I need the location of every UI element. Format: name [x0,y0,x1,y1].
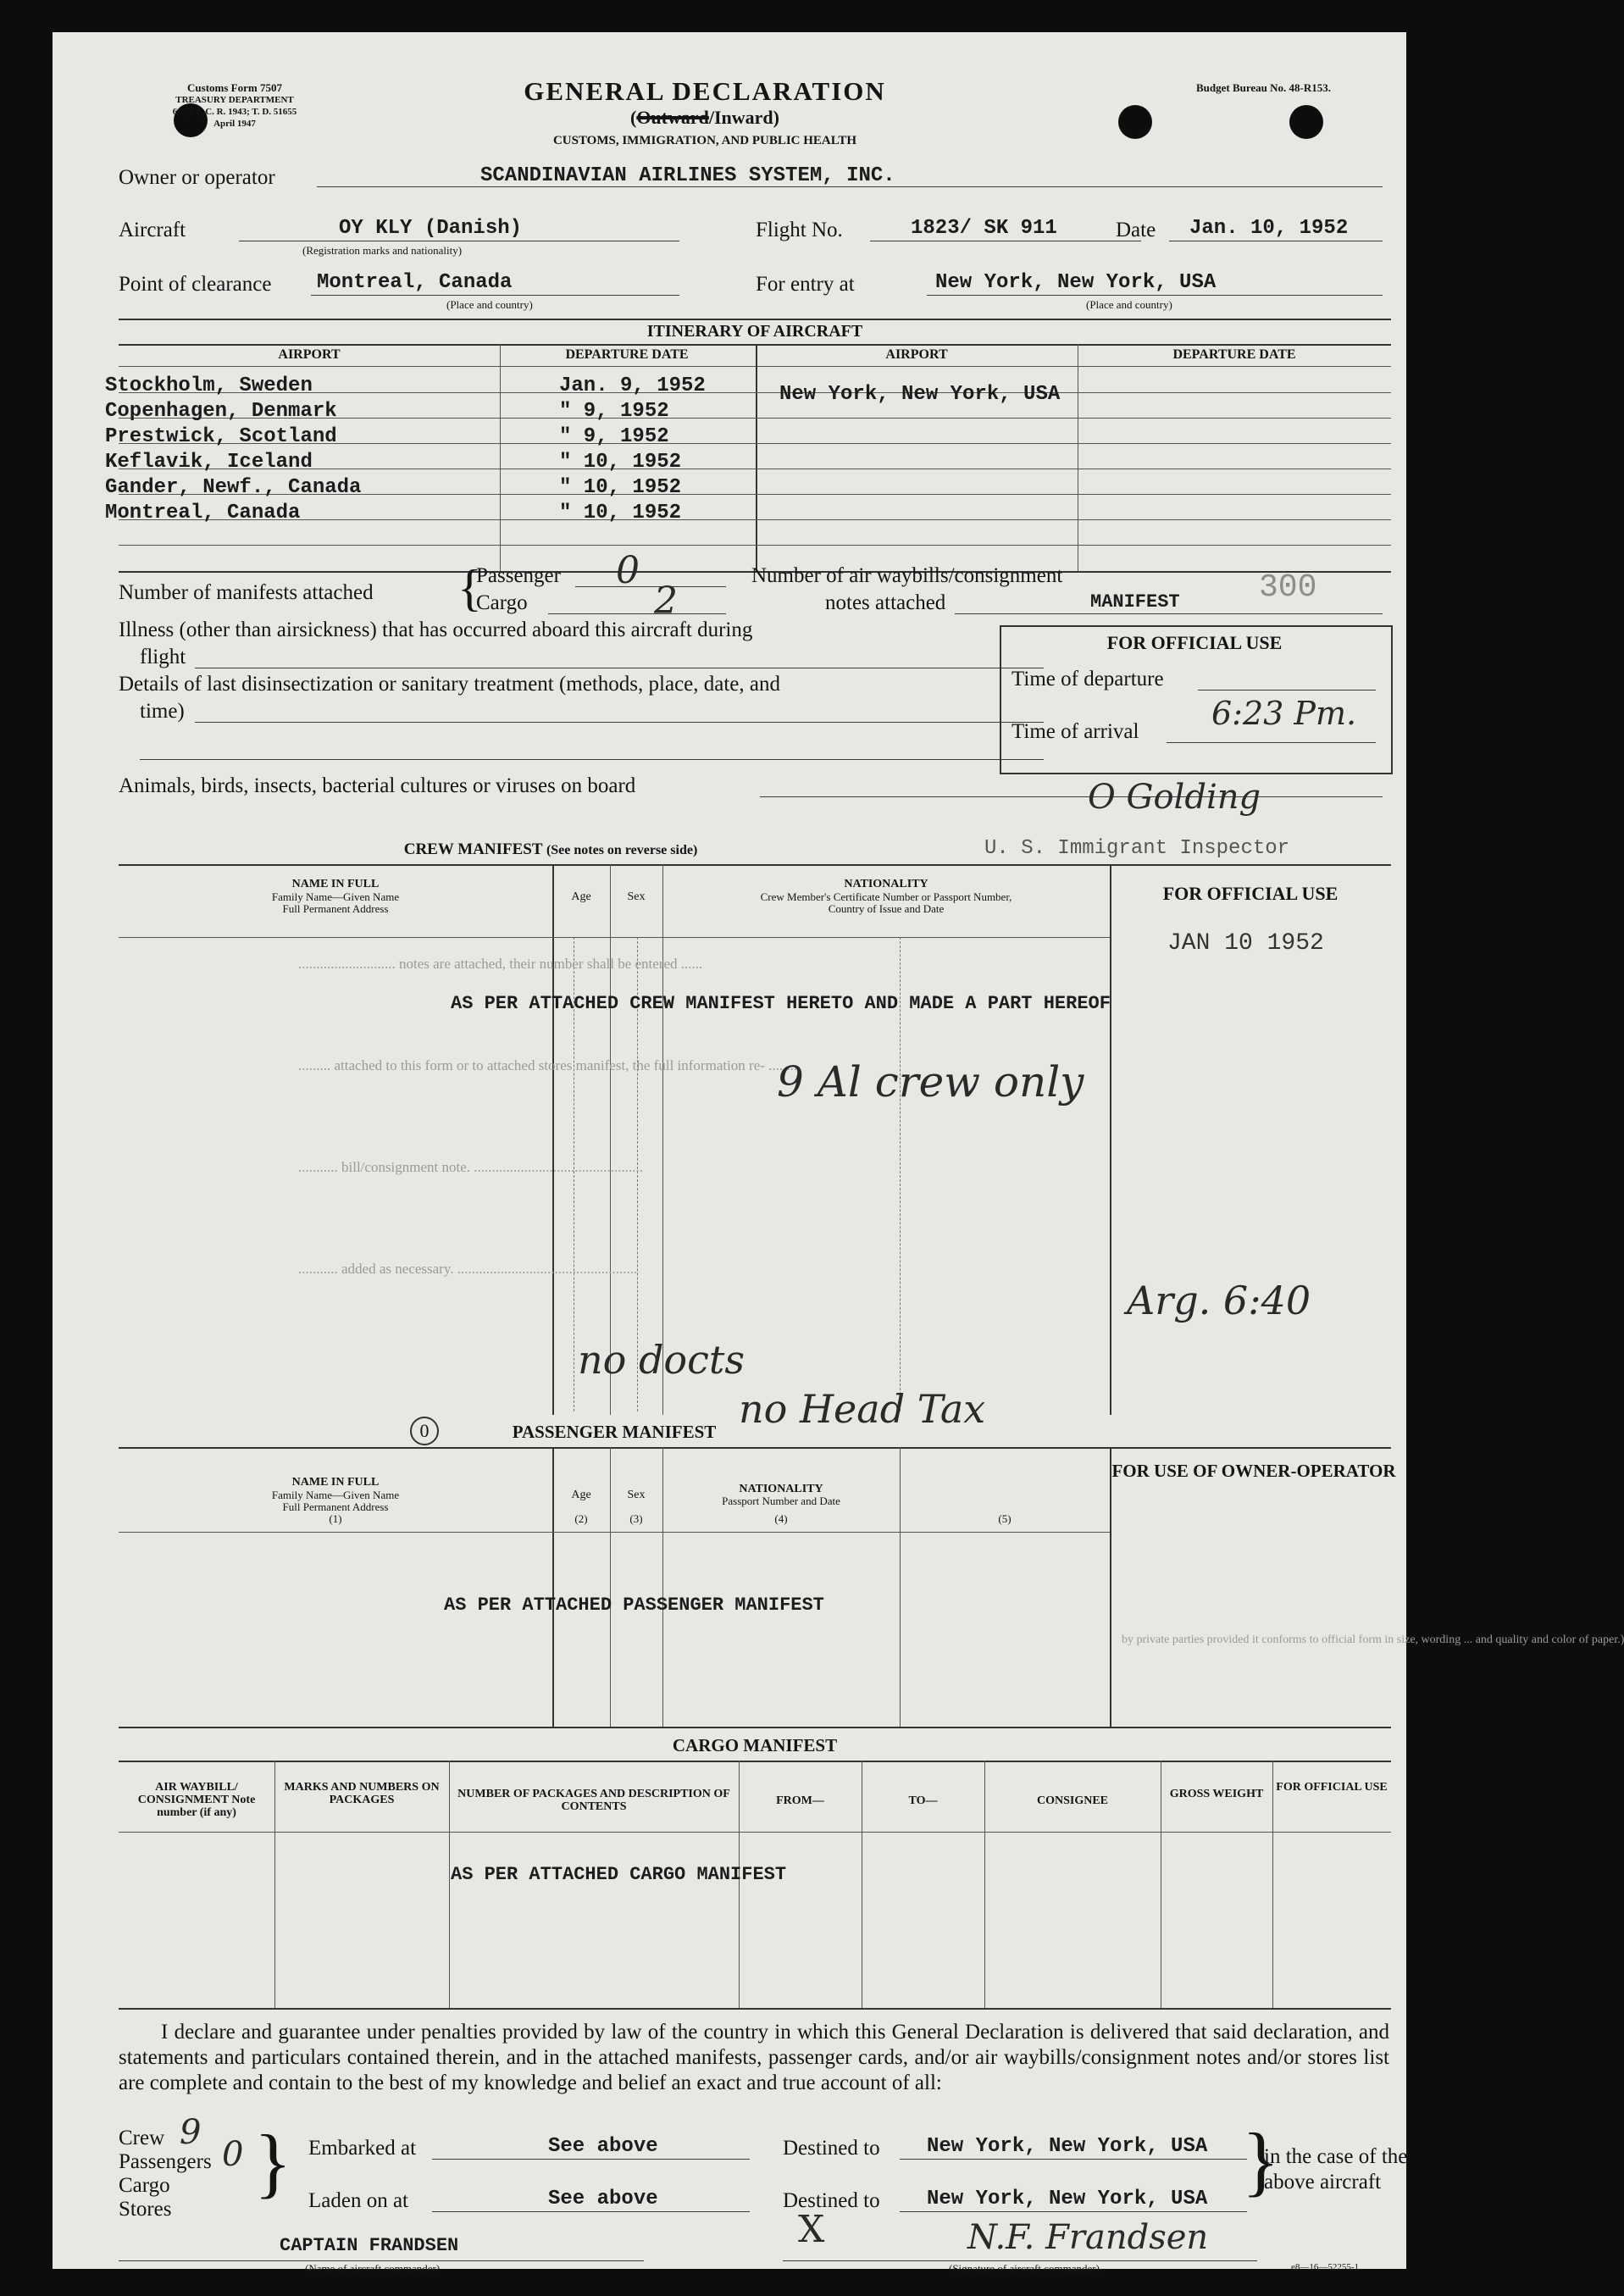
itin-date-1[interactable]: Jan. 9, 1952 [559,374,706,397]
passenger-count-line [575,586,726,587]
pass-col-5-num: (5) [998,1512,1012,1525]
illness-label: Illness (other than airsickness) that has occurred aboard this aircraft during [119,618,753,641]
owner-value[interactable]: SCANDINAVIAN AIRLINES SYSTEM, INC. [480,164,895,187]
itin-airport-header-2: AIRPORT [885,347,948,362]
case-label-1: in the case of the [1264,2145,1408,2168]
commander-name-line [119,2260,644,2261]
cargo-col-official: FOR OFFICIAL USE [1276,1781,1388,1794]
flight-label: Flight No. [756,219,843,241]
commander-signature[interactable]: N.F. Frandsen [967,2218,1209,2257]
rule [119,1761,1391,1762]
rule [119,1832,1391,1833]
rule [552,864,554,1415]
cargo-count-label-decl: Cargo [119,2174,170,2197]
crew-typed-line[interactable]: AS PER ATTACHED CREW MANIFEST HERETO AND MADE A PART HEREOF [451,993,1111,1014]
destined-label-2: Destined to [783,2189,880,2212]
date-stamp: JAN 10 1952 [1167,930,1324,957]
arrival-time-label: Time of arrival [1012,720,1139,743]
pass-col-age-num: (2) [574,1512,588,1525]
punch-hole [1289,105,1323,139]
destined-value-1[interactable]: New York, New York, USA [927,2135,1208,2158]
inspector-signature: O Golding [1088,778,1261,817]
show-through-text: ........................... notes are attached, their number shall be entered ...... [298,956,703,972]
itin-right-airport-1[interactable]: New York, New York, USA [779,383,1061,406]
show-through-text: by private parties provided it conforms to official form in size, wording ... and quality and color of paper.) [1122,1633,1624,1646]
signature-caption: (Signature of aircraft commander) [949,2262,1100,2275]
stamp-number: 300 [1259,569,1317,606]
aircraft-caption: (Registration marks and nationality) [302,244,463,257]
cargo-col-marks: MARKS AND NUMBERS ON PACKAGES [284,1781,440,1806]
show-through-text: ........... added as necessary. .................................................. [298,1261,638,1277]
entry-caption: (Place and country) [1086,298,1172,311]
date-value[interactable]: Jan. 10, 1952 [1189,217,1349,240]
clearance-value[interactable]: Montreal, Canada [317,271,513,294]
crew-col-age: Age [571,890,591,903]
cargo-col-waybill: AIR WAYBILL/ CONSIGNMENT Note number (if any) [137,1781,256,1819]
cargo-col-from: FROM— [776,1794,824,1807]
crew-col-official: FOR OFFICIAL USE [1162,883,1339,904]
departure-time-label: Time of departure [1012,668,1164,690]
clearance-caption: (Place and country) [446,298,533,311]
commander-name-caption: (Name of aircraft commander) [305,2262,441,2275]
crew-col-nat-2: Crew Member's Certificate Number or Passport Number, [760,890,1012,903]
inspector-stamp: U. S. Immigrant Inspector [984,837,1290,860]
entry-value[interactable]: New York, New York, USA [935,271,1217,294]
itin-departure-header: DEPARTURE DATE [565,347,689,362]
aircraft-label: Aircraft [119,219,186,241]
commander-name[interactable]: CAPTAIN FRANDSEN [280,2235,459,2256]
clearance-label: Point of clearance [119,273,272,296]
budget-number: Budget Bureau No. 48-R153. [1196,81,1332,94]
waybills-label-1: Number of air waybills/consignment [751,564,1063,587]
rule [119,1532,1110,1533]
pass-col-sex-num: (3) [629,1512,643,1525]
aircraft-value[interactable]: OY KLY (Danish) [339,217,523,240]
rule [119,319,1391,320]
illness-label-2: flight [140,646,186,668]
crew-hand-note-2: Arg. 6:40 [1127,1278,1311,1323]
rule [756,344,757,571]
cargo-col-packages: NUMBER OF PACKAGES AND DESCRIPTION OF CONTENTS [457,1788,730,1813]
disinsect-label-2: time) [140,700,185,723]
cargo-col-consignee: CONSIGNEE [1036,1794,1109,1807]
crew-hand-note: 9 Al crew only [777,1057,1084,1106]
crew-hand-note-3: no docts [578,1337,745,1383]
itinerary-title: ITINERARY OF AIRCRAFT [646,322,863,341]
destined-label-1: Destined to [783,2137,880,2160]
laden-line [432,2211,750,2212]
embarked-label: Embarked at [308,2137,417,2160]
disinsect-label: Details of last disinsectization or sanitary treatment (methods, place, date, and [119,673,780,696]
signature-line [783,2260,1257,2261]
itin-date-6[interactable]: " 10, 1952 [559,502,682,524]
waybills-label-2: notes attached [825,591,946,614]
rule [900,1447,901,1727]
stores-count-label: Stores [119,2198,172,2221]
crew-title-note: (See notes on reverse side) [546,843,698,857]
pass-col-name-num: (1) [329,1512,342,1525]
show-through-text: ........... bill/consignment note. ............................................... [298,1159,644,1175]
arrival-time-value[interactable]: 6:23 Pm. [1211,695,1357,732]
pass-col-name: NAME IN FULL [291,1476,380,1489]
official-use-title: FOR OFFICIAL USE [1106,632,1283,653]
arrival-time-line [1167,742,1376,743]
pass-col-nat-num: (4) [774,1512,788,1525]
cargo-count-line [548,613,726,614]
rule [1272,1761,1273,2008]
date-label: Date [1116,219,1156,241]
cargo-count-value[interactable]: 2 [654,580,678,623]
rule [119,937,1110,938]
manifests-label: Number of manifests attached [119,581,374,604]
embarked-value[interactable]: See above [548,2135,658,2158]
crew-col-nat: NATIONALITY [844,878,928,890]
itin-date-2[interactable]: " 9, 1952 [559,400,669,423]
agencies-line: CUSTOMS, IMMIGRATION, AND PUBLIC HEALTH [552,134,857,147]
rule [119,366,1391,367]
owner-label: Owner or operator [119,166,275,189]
pass-col-nat: NATIONALITY [739,1483,823,1495]
passengers-count-label: Passengers [119,2150,212,2173]
case-label-2: above aircraft [1264,2171,1382,2193]
crew-col-nat-3: Country of Issue and Date [828,902,945,915]
rule [119,864,1391,866]
destined-line-2 [900,2211,1247,2212]
crew-hand-note-4: no Head Tax [739,1386,986,1432]
inward-label: /Inward) [708,107,779,128]
animals-line [760,796,1383,797]
rule [500,344,501,571]
pass-col-owner: FOR USE OF OWNER-OPERATOR [1111,1461,1396,1481]
form-subtitle: (Outward/Inward) [629,107,779,128]
flight-value[interactable]: 1823/ SK 911 [911,217,1057,240]
pass-col-name-3: Full Permanent Address [282,1500,389,1513]
itin-date-4[interactable]: " 10, 1952 [559,451,682,474]
passenger-count-value[interactable]: 0 [616,549,640,592]
passengers-count-value[interactable]: 0 [222,2135,244,2174]
form-id: Customs Form 7507 [187,81,282,94]
rule [119,1727,1391,1728]
rule [119,1447,1391,1449]
treasury-dept-sub: 6.7, 6.8, C. R. 1943; T. D. 51655 [172,107,297,117]
crew-col-name: NAME IN FULL [291,878,380,890]
rule [610,864,611,1415]
signature-mark: X [798,2208,825,2251]
pass-col-sex: Sex [627,1489,646,1501]
itin-airport-3[interactable]: Prestwick, Scotland [105,425,337,448]
declaration-text: I declare and guarantee under penalties provided by law of the country in which this General Declaration is delivered that said declaration, and statements and particulars contained therein, and in the attached manifests, passenger cards, and/or air waybills/consignment notes and/or stores list are complete and contain to the best of my knowledge and belief an exact and true account of all: [119,2021,1389,2094]
brace: { [457,560,482,616]
pass-col-nat-2: Passport Number and Date [722,1495,840,1507]
passenger-count-label: Passenger [476,564,561,587]
laden-value[interactable]: See above [548,2188,658,2210]
print-code: e8—16—52255-1 [1291,2262,1360,2272]
treasury-dept: TREASURY DEPARTMENT [175,95,294,105]
brace: } [1242,2117,1280,2204]
rule [119,519,1391,520]
crew-count-value[interactable]: 9 [180,2113,202,2152]
show-through-text: ......... attached to this form or to attached stores manifest, the full information re- ........ [298,1057,798,1073]
declaration-form [53,32,1624,2275]
laden-label: Laden on at [308,2189,409,2212]
pass-col-name-2: Family Name—Given Name [271,1489,400,1501]
destined-value-2[interactable]: New York, New York, USA [927,2188,1208,2210]
punch-hole [1118,105,1152,139]
clearance-line [311,295,679,296]
rule [662,864,663,1415]
cargo-count-label: Cargo [476,591,528,614]
crew-col-name-2: Family Name—Given Name [271,890,400,903]
rule [1110,864,1111,1415]
cargo-col-weight: GROSS WEIGHT [1169,1788,1264,1800]
cargo-col-to: TO— [908,1794,938,1807]
itin-airport-5[interactable]: Gander, Newf., Canada [105,476,362,499]
crew-col-name-3: Full Permanent Address [282,902,389,915]
rule [119,344,1391,346]
cargo-typed-line[interactable]: AS PER ATTACHED CARGO MANIFEST [451,1864,787,1885]
embarked-line [432,2159,750,2160]
itin-airport-6[interactable]: Montreal, Canada [105,502,301,524]
rule [1110,1447,1111,1727]
cargo-title: CARGO MANIFEST [672,1735,838,1755]
outward-struck: Outward [636,107,709,128]
passenger-title: PASSENGER MANIFEST [512,1422,717,1442]
waybills-line [955,613,1383,614]
itin-date-3[interactable]: " 9, 1952 [559,425,669,448]
entry-label: For entry at [756,273,855,296]
crew-title [119,840,983,859]
pass-col-age: Age [571,1489,591,1501]
itin-airport-4[interactable]: Keflavik, Iceland [105,451,313,474]
itin-airport-2[interactable]: Copenhagen, Denmark [105,400,337,423]
destined-line-1 [900,2159,1247,2160]
brace: } [254,2119,292,2205]
itin-date-5[interactable]: " 10, 1952 [559,476,682,499]
disinsect-line-2 [140,759,1044,760]
itin-airport-1[interactable]: Stockholm, Sweden [105,374,313,397]
passenger-zero-mark: 0 [410,1417,439,1445]
crew-title-main: CREW MANIFEST [403,840,543,858]
form-title: GENERAL DECLARATION [524,76,886,106]
form-date: April 1947 [213,119,256,129]
rule [119,545,1391,546]
rule [119,2008,1391,2010]
crew-col-sex: Sex [627,890,646,903]
disinsect-line [195,722,1044,723]
entry-line [927,295,1383,296]
itin-departure-header-2: DEPARTURE DATE [1172,347,1296,362]
animals-label: Animals, birds, insects, bacterial cultures or viruses on board [119,774,636,797]
itin-airport-header: AIRPORT [278,347,341,362]
waybills-value[interactable]: MANIFEST [1090,591,1180,613]
passenger-typed-line[interactable]: AS PER ATTACHED PASSENGER MANIFEST [444,1594,824,1616]
crew-count-label: Crew [119,2127,165,2149]
